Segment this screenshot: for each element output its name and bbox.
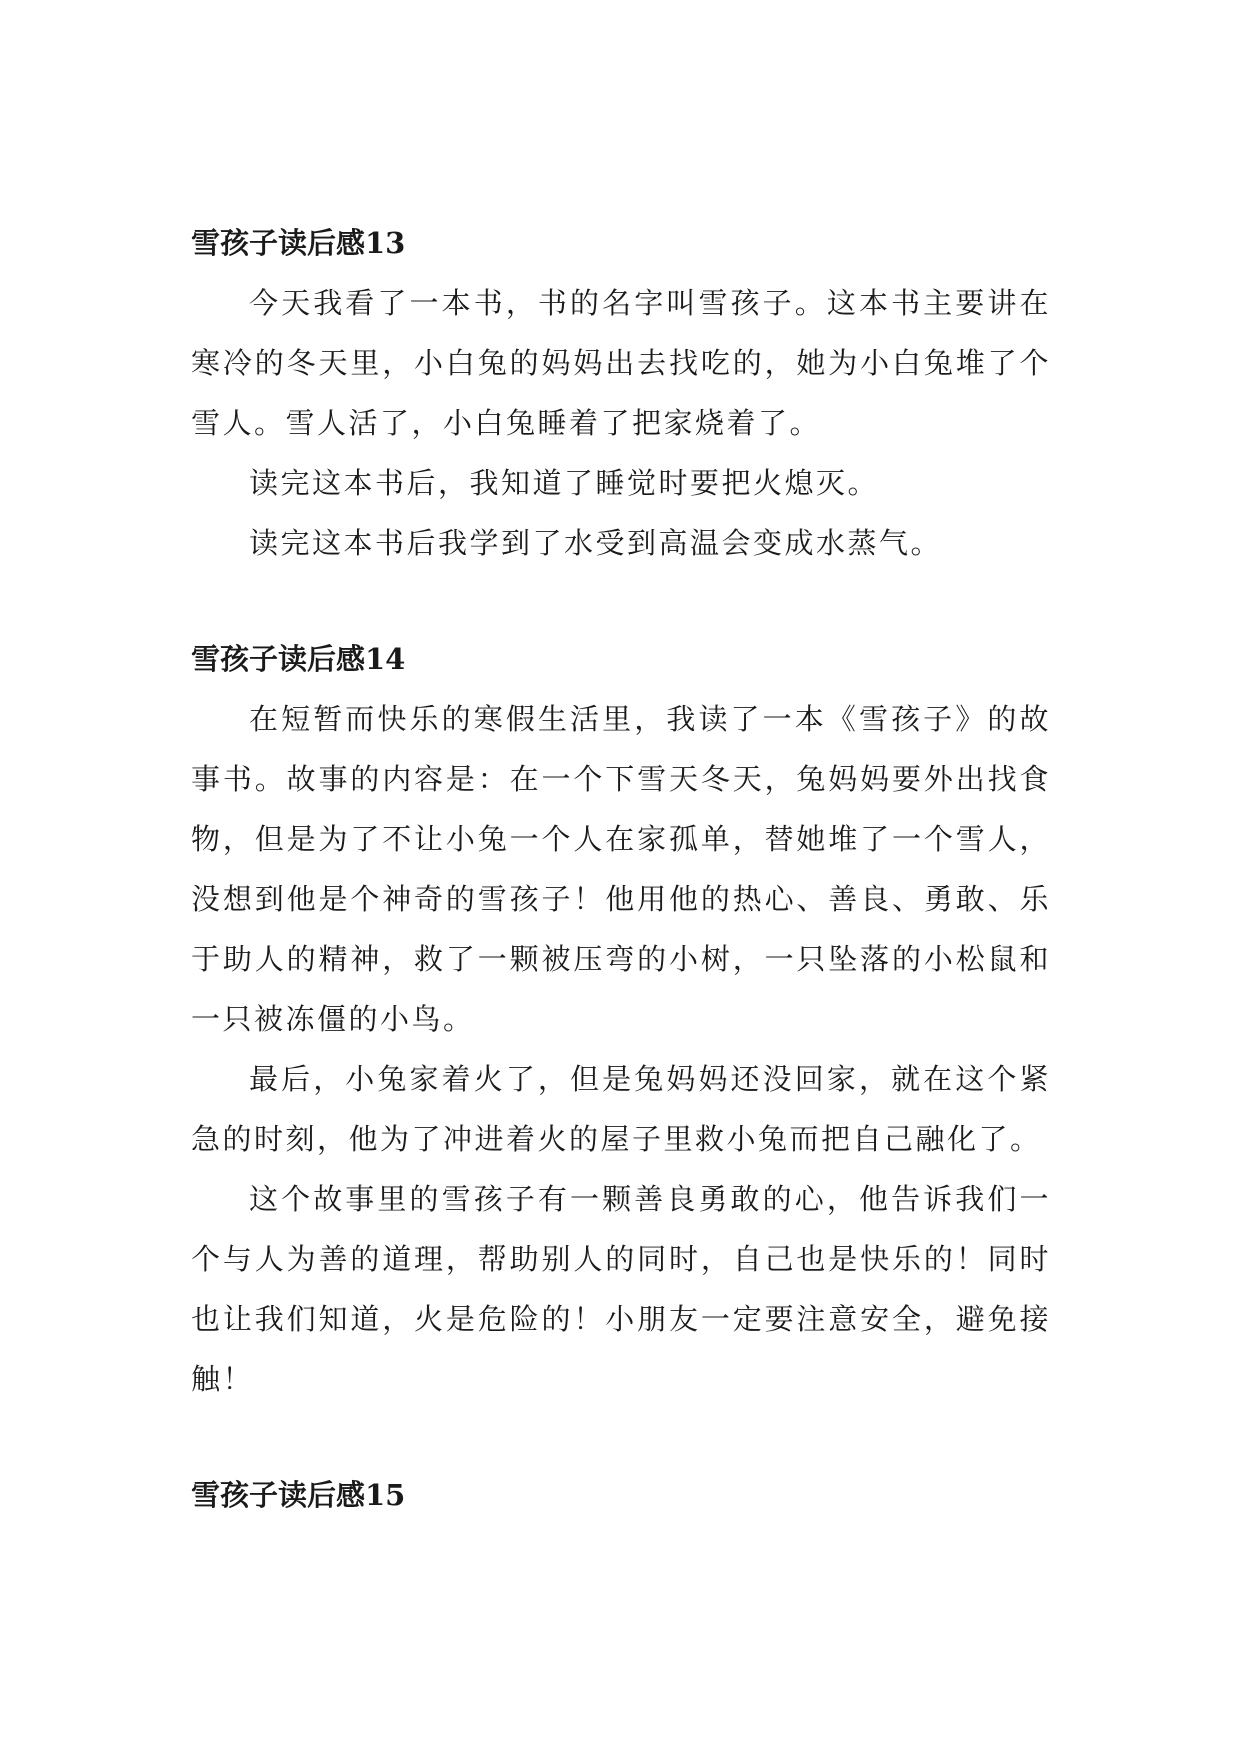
section-title: 雪孩子读后感15	[191, 1478, 406, 1512]
essay-section-15	[191, 1465, 1051, 1525]
document-body	[191, 213, 1051, 1525]
paragraph: 这个故事里的雪孩子有一颗善良勇敢的心，他告诉我们一个与人为善的道理，帮助别人的同时，自己也是快乐的！同时也让我们知道，火是危险的！小朋友一定要注意安全，避免接触！	[191, 1182, 1051, 1396]
paragraph: 在短暂而快乐的寒假生活里，我读了一本《雪孩子》的故事书。故事的内容是：在一个下雪天冬天，兔妈妈要外出找食物，但是为了不让小兔一个人在家孤单，替她堆了一个雪人，没想到他是个神奇的雪孩子！他用他的热心、善良、勇敢、乐于助人的精神，救了一颗被压弯的小树，一只坠落的小松鼠和一只被冻僵的小鸟。	[191, 702, 1051, 1036]
paragraph: 最后，小兔家着火了，但是兔妈妈还没回家，就在这个紧急的时刻，他为了冲进着火的屋子里救小兔而把自己融化了。	[191, 1062, 1051, 1156]
section-title: 雪孩子读后感14	[191, 642, 406, 676]
section-title: 雪孩子读后感13	[191, 226, 406, 260]
paragraph: 读完这本书后，我知道了睡觉时要把火熄灭。	[249, 466, 880, 500]
paragraph: 读完这本书后我学到了水受到高温会变成水蒸气。	[249, 526, 943, 560]
essay-section-13	[191, 213, 1051, 573]
paragraph: 今天我看了一本书，书的名字叫雪孩子。这本书主要讲在寒冷的冬天里，小白兔的妈妈出去找吃的，她为小白兔堆了个雪人。雪人活了，小白兔睡着了把家烧着了。	[191, 286, 1051, 440]
essay-section-14	[191, 629, 1051, 1409]
